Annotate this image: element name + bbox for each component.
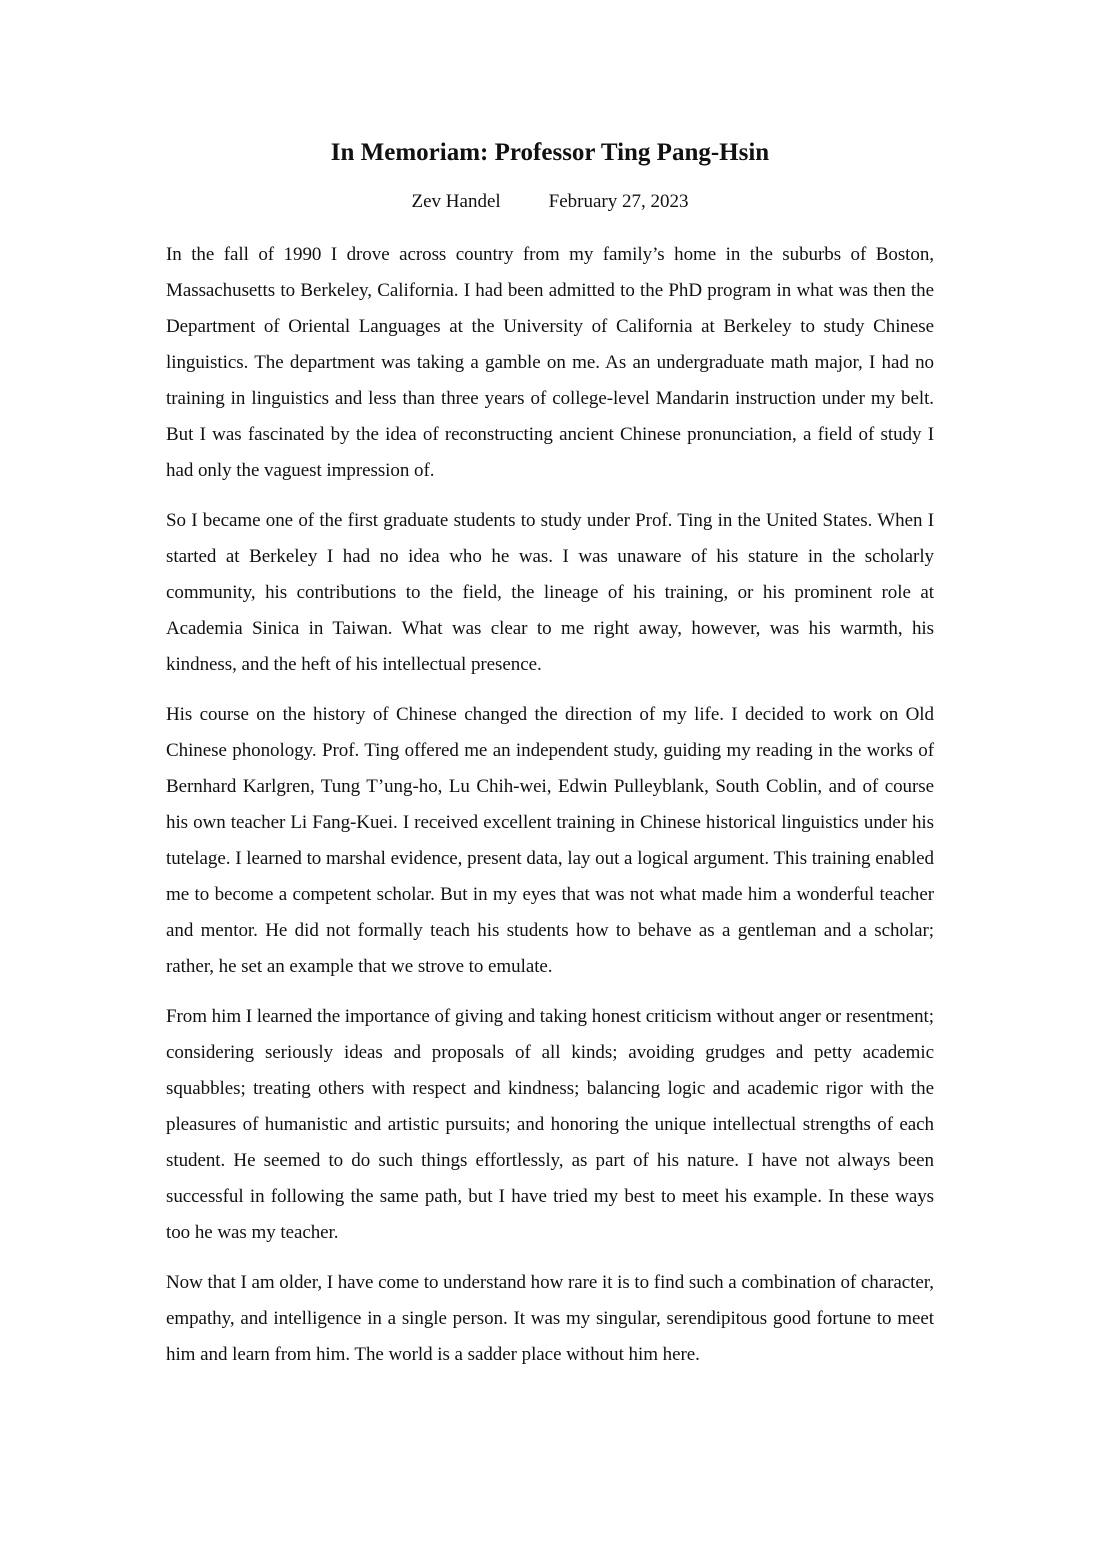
byline [0,188,1100,216]
publication-date: February 27, 2023 [548,191,689,212]
document-title: In Memoriam: Professor Ting Pang-Hsin [330,139,770,166]
paragraph-1: In the fall of 1990 I drove across country from my family’s home in the suburbs of Boston, Massachusetts to Berkeley, California. I had been admitted to the PhD program in what was then the Department of Oriental Languages at the University of California at Berkeley to study Chinese linguistics. The department was taking a gamble on me. As an undergraduate math major, I had no training in linguistics and less than three years of college-level Mandarin instruction under my belt. But I was fascinated by the idea of reconstructing ancient Chinese pronunciation, a field of study I had only the vaguest impression of. [166,244,934,481]
paragraph-3: His course on the history of Chinese changed the direction of my life. I decided to work on Old Chinese phonology. Prof. Ting offered me an independent study, guiding my reading in the works of Bernhard Karlgren, Tung T’ung-ho, Lu Chih-wei, Edwin Pulleyblank, South Coblin, and of course his own teacher Li Fang-Kuei. I received excellent training in Chinese historical linguistics under his tutelage. I learned to marshal evidence, present data, lay out a logical argument. This training enabled me to become a competent scholar. But in my eyes that was not what made him a wonderful teacher and mentor. He did not formally teach his students how to behave as a gentleman and a scholar; rather, he set an example that we strove to emulate. [166,704,934,977]
author-name: Zev Handel [411,191,501,212]
paragraph-2: So I became one of the first graduate students to study under Prof. Ting in the United States. When I started at Berkeley I had no idea who he was. I was unaware of his stature in the scholarly community, his contributions to the field, the lineage of his training, or his prominent role at Academia Sinica in Taiwan. What was clear to me right away, however, was his warmth, his kindness, and the heft of his intellectual presence. [166,510,934,675]
document-body [166,237,934,1387]
paragraph-5: Now that I am older, I have come to understand how rare it is to find such a combination of character, empathy, and intelligence in a single person. It was my singular, serendipitous good fortune to meet him and learn from him. The world is a sadder place without him here. [166,1272,934,1365]
paragraph-4: From him I learned the importance of giving and taking honest criticism without anger or resentment; considering seriously ideas and proposals of all kinds; avoiding grudges and petty academic squabbles; treating others with respect and kindness; balancing logic and academic rigor with the pleasures of humanistic and artistic pursuits; and honoring the unique intellectual strengths of each student. He seemed to do such things effortlessly, as part of his nature. I have not always been successful in following the same path, but I have tried my best to meet his example. In these ways too he was my teacher. [166,1006,934,1243]
